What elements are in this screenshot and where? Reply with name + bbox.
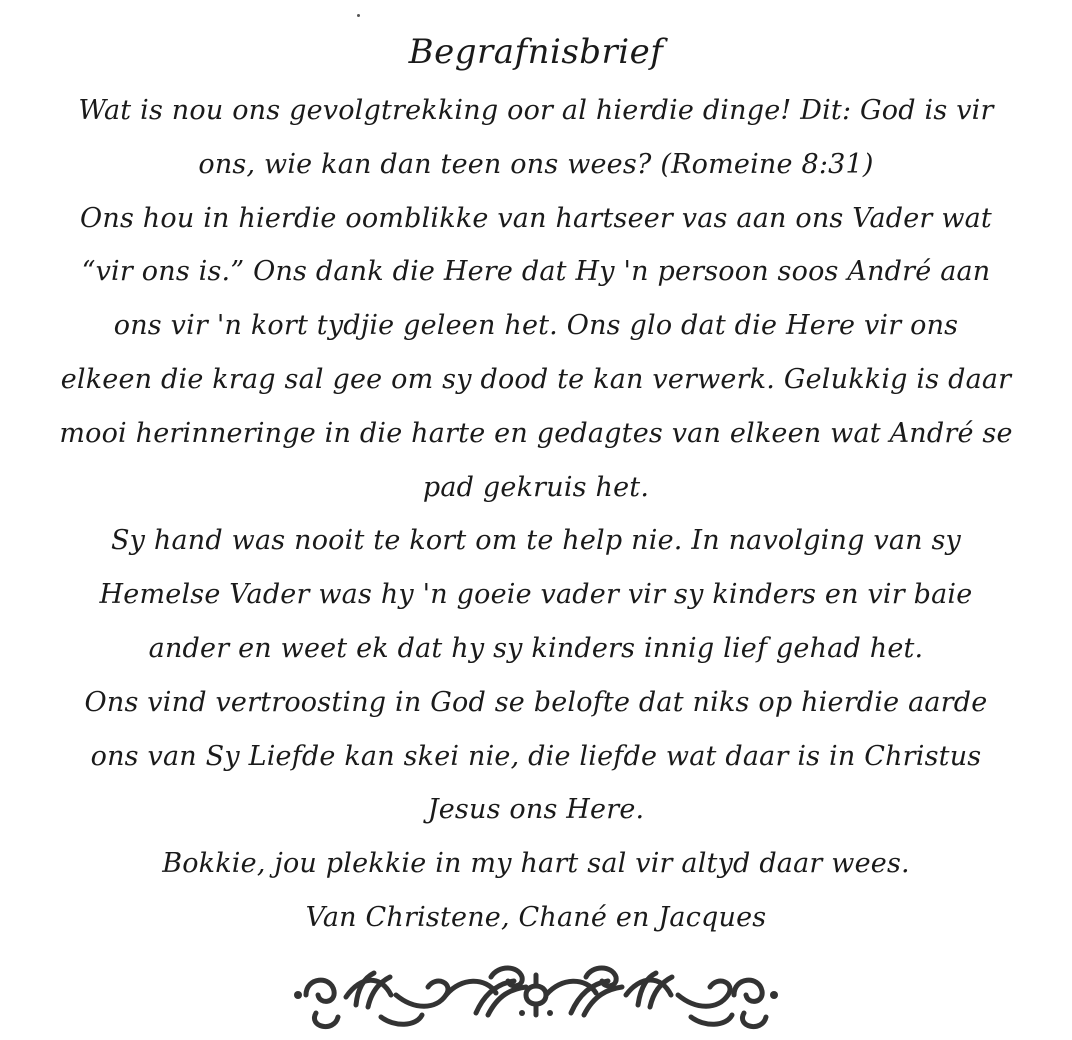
letter-signoff: Bokkie, jou plekkie in my hart sal vir altyd daar wees. bbox=[162, 848, 910, 880]
letter-line: Ons vind vertroosting in God se belofte dat niks op hierdie aarde bbox=[84, 686, 988, 718]
letter-line: pad gekruis het. bbox=[422, 471, 650, 503]
letter-line: ander en weet ek dat hy sy kinders innig lief gehad het. bbox=[148, 632, 924, 664]
letter-line: ons vir 'n kort tydjie geleen het. Ons glo dat die Here vir ons bbox=[113, 310, 959, 342]
paper-speck bbox=[357, 14, 360, 17]
letter-line: Wat is nou ons gevolgtrekking oor al hierdie dinge! Dit: God is vir bbox=[78, 95, 994, 126]
letter-line: “vir ons is.” Ons dank die Here dat Hy 'n persoon soos André aan bbox=[81, 256, 991, 288]
letter-line: ons, wie kan dan teen ons wees? (Romeine 8:31) bbox=[198, 148, 874, 180]
letter-line: Ons hou in hierdie oomblikke van hartseer vas aan ons Vader wat bbox=[80, 202, 992, 234]
letter-line: Hemelse Vader was hy 'n goeie vader vir sy kinders en vir baie bbox=[99, 579, 973, 611]
letter-line: Sy hand was nooit te kort om te help nie. In navolging van sy bbox=[110, 525, 962, 557]
letter-line: ons van Sy Liefde kan skei nie, die liefde wat daar is in Christus bbox=[90, 740, 982, 772]
floral-flourish-icon bbox=[286, 955, 786, 1035]
letter-title: Begrafnisbrief bbox=[408, 32, 664, 72]
letter-line: elkeen die krag sal gee om sy dood te kan verwerk. Gelukkig is daar bbox=[60, 363, 1012, 395]
letter-line: Jesus ons Here. bbox=[427, 794, 645, 826]
letter-line: mooi herinneringe in die harte en gedagtes van elkeen wat André se bbox=[59, 417, 1013, 449]
letter-body bbox=[40, 84, 1032, 945]
letter-signature: Van Christene, Chané en Jacques bbox=[305, 901, 767, 933]
